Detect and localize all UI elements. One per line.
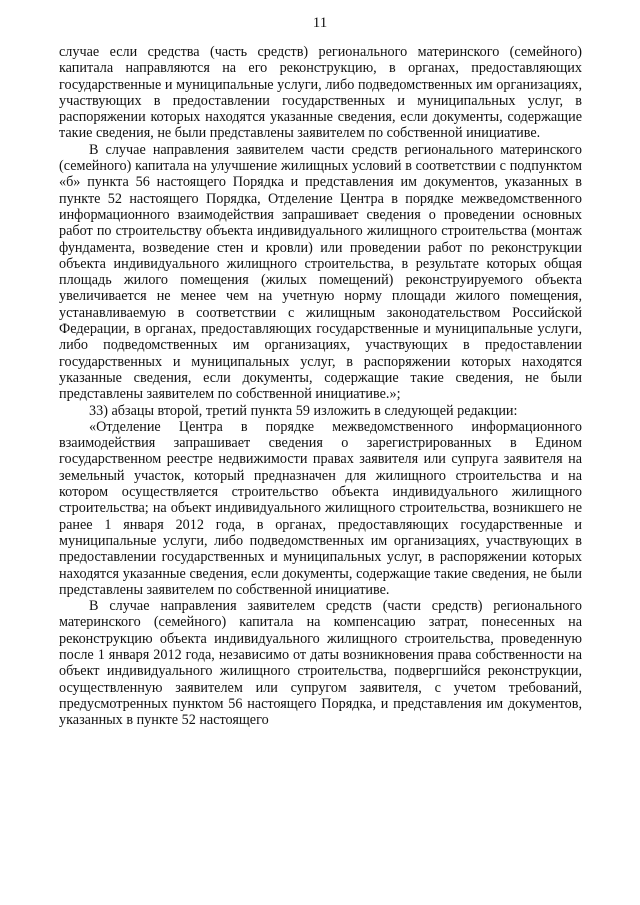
paragraph-compensation: В случае направления заявителем средств (части средств) регионального материнского (семейного) капитала на компенсацию затрат, понесенных на реконструкцию объекта индивидуального жилищного строительства, проведенную после 1 января 2012 года, независимо от даты возникновения права собственности на объект индивидуального жилищного строительства, подвергшийся реконструкции, осуществленную заявителем или супругом заявителя, с учетом требований, предусмотренных пунктом 56 настоящего Порядка, и представления им документов, указанных в пункте 52 настоящего <box>59 598 582 729</box>
paragraph-amendment-33: 33) абзацы второй, третий пункта 59 изложить в следующей редакции: <box>89 402 518 419</box>
document-body <box>59 44 582 728</box>
paragraph-part-funds: В случае направления заявителем части средств регионального материнского (семейного) капитала на улучшение жилищных условий в соответствии с подпунктом «б» пункта 56 настоящего Порядка и представления им документов, указанных в пункте 52 настоящего Порядка, Отделение Центра в порядке межведомственного информационного взаимодействия запрашивает сведения о проведении основных работ по строительству объекта индивидуального жилищного строительства (монтаж фундамента, возведение стен и кровли) или проведении работ по реконструкции объекта индивидуального жилищного строительства, в результате которых общая площадь жилого помещения (жилых помещений) реконструируемого объекта увеличивается не менее чем на учетную норму площади жилого помещения, устанавливаемую в соответствии с жилищным законодательством Российской Федерации, в органах, предоставляющих государственные и муниципальные услуги, либо подведомственных им организациях, участвующих в предоставлении государственных и муниципальных услуг, в распоряжении которых находятся указанные сведения, если документы, содержащие такие сведения, не были представлены заявителем по собственной инициативе.»; <box>59 141 582 403</box>
page-number: 11 <box>312 15 328 31</box>
paragraph-continuation: случае если средства (часть средств) регионального материнского (семейного) капитала направляются на его реконструкцию, в органах, предоставляющих государственные и муниципальные услуги, либо подведомственных им организациях, участвующих в предоставлении государственных и муниципальных услуг, в распоряжении которых находятся указанные сведения, если документы, содержащие такие сведения, не были представлены заявителем по собственной инициативе. <box>59 44 582 142</box>
paragraph-interagency-request: «Отделение Центра в порядке межведомственного информационного взаимодействия запрашивает сведения о зарегистрированных в Едином государственном реестре недвижимости правах заявителя или супруга заявителя на земельный участок, который предназначен для жилищного строительства и на котором осуществляется строительство объекта индивидуального жилищного строительства; на объект индивидуального жилищного строительства, возникшего не ранее 1 января 2012 года, в органах, предоставляющих государственные и муниципальные услуги, либо подведомственных им организациях, участвующих в предоставлении государственных и муниципальных услуг, в распоряжении которых находятся указанные сведения, если документы, содержащие такие сведения, не были представлены заявителем по собственной инициативе. <box>59 418 582 598</box>
